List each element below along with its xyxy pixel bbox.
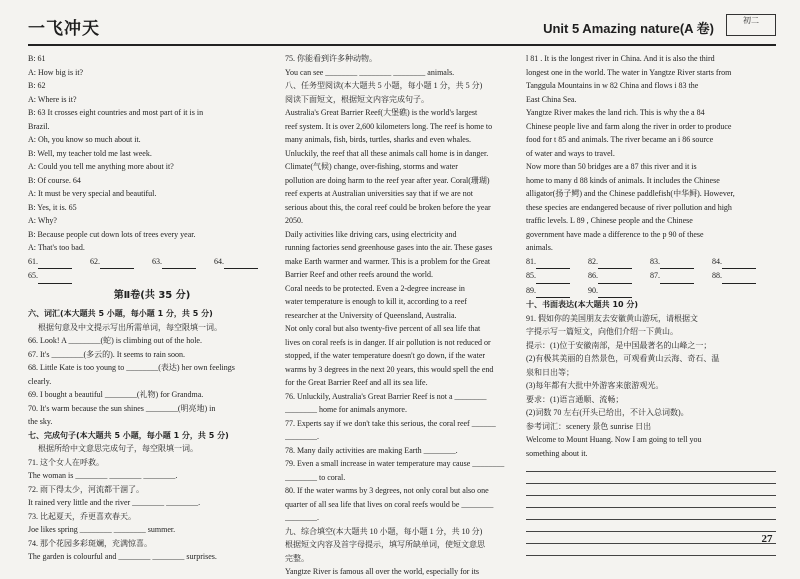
answer-blank[interactable] [712,269,774,284]
text-line: longest one in the world. The water in Yangtze River starts from [526,67,732,77]
text-line: ________ home for animals anymore. [285,405,407,414]
dialogue-line: B: Of course. 64 [28,175,81,185]
text-line: lives on coral reefs is in danger. If air pollution is not reduced or [285,337,491,347]
dialogue-line: A: It must be very special and beautiful. [28,189,157,198]
answer-underline[interactable] [536,255,570,270]
text-line: animals. [526,243,553,252]
dialogue-line: A: That's too bad. [28,243,85,252]
writing-line[interactable] [526,472,776,484]
sentence-item: 72. 雨下得太少，河流都干涸了。 [28,484,144,494]
sentence-item: It rained very little and the river ________ ________. [28,498,201,507]
text-line: Yangtze River is famous all over the world, especially for its [285,567,480,576]
text-line: Not only coral but also twenty-five percent of all sea life that [285,324,481,333]
vocab-item: 69. I bought a beautiful ________(礼物) for Grandma. [28,390,204,399]
task-line: 参考词汇：scenery 景色 sunrise 日出 [526,421,652,431]
text-line: reef experts at Australian universities say that if we are not [285,189,473,198]
section-10-title: 十、书面表达(本大题共 10 分) [526,300,639,309]
text-line: quarter of all sea life that lives on coral reefs would be ________ [285,499,494,509]
sentence-item: The woman is ________ ________ ________. [28,471,178,480]
dialogue-line: A: Oh, you know so much about it. [28,135,141,144]
text-line: 76. Unluckily, Australia's Great Barrier Reef is not a ________ [285,391,487,401]
writing-line[interactable] [526,484,776,496]
dialogue-line: B: Because people cut down lots of trees every year. [28,229,196,239]
header [28,14,776,46]
vocab-item: 67. It's ________(多云的). It seems to rain soon. [28,349,185,359]
section-7-title: 七、完成句子(本大题共 5 小题，每小题 1 分，共 5 分) [28,430,229,440]
answer-underline[interactable] [38,269,72,284]
dialogue-line: A: Why? [28,216,57,225]
task-line: 91. 假如你的美国朋友去安徽黄山游玩，请根据文 [526,313,698,323]
answer-underline[interactable] [224,255,258,270]
dialogue-line: B: Yes, it is. 65 [28,202,77,212]
column-2 [285,52,518,579]
text-line: 80. If the water warms by 3 degrees, not only coral but also one [285,486,489,495]
dialogue-line: B: 61 [28,54,46,63]
text-line: Barrier Reef and other reefs around the world. [285,270,433,279]
answer-number: 64. [214,256,224,266]
answer-underline[interactable] [100,255,134,270]
answer-number: 83. [650,256,660,266]
task-line: 字提示写一篇短文，向他们介绍一下黄山。 [526,327,678,336]
text-line: Now more than 50 bridges are a 87 this river and it is [526,162,697,171]
answer-underline[interactable] [722,255,756,270]
answer-underline[interactable] [660,269,694,284]
writing-line[interactable] [526,532,776,544]
dialogue-line: B: Well, my teacher told me last week. [28,148,152,158]
dialogue-line: B: 63 It crosses eight countries and most part of it is in [28,108,204,117]
sentence-item: Joe likes spring ________ ________ summer. [28,525,176,534]
text-line: ________. [285,513,319,522]
answer-blank[interactable] [588,255,650,270]
text-line: serious about this, the coral reef could be broken before the year [285,202,491,212]
section-7-desc: 根据所给中文意思完成句子，每空限填一词。 [38,444,198,453]
dialogue-line: A: How big is it? [28,67,84,77]
writing-line[interactable] [526,496,776,508]
text-line: 阅读下面短文，根据短文内容完成句子。 [285,94,429,104]
answer-number: 62. [90,256,100,266]
answer-number: 90. [588,285,598,295]
task-line: Welcome to Mount Huang. Now I am going to tell you [526,435,702,444]
page-code: 初二 [726,14,776,36]
column-3 [526,52,776,556]
answer-underline[interactable] [162,255,196,270]
answer-blank[interactable] [214,255,276,270]
answer-blank[interactable] [526,284,588,299]
text-line: alligator(扬子鳄) and the Chinese paddlefish(中华鲟). However, [526,189,735,198]
text-line: reef system. It is over 2,600 kilometers long. The reef is home to [285,121,493,131]
text-line: stopped, if the water temperature doesn't go down, if the water [285,351,486,360]
text-line: home to many d 88 kinds of animals. It includes the Chinese [526,175,720,185]
text-line: traffic levels. L 89 , Chinese people and the Chinese [526,216,693,225]
answer-blank[interactable] [28,269,90,284]
answer-blank[interactable] [588,284,650,299]
answer-underline[interactable] [536,284,570,299]
vocab-item: 66. Look! A ________(蛇) is climbing out of the hole. [28,336,202,345]
text-line: 九、综合填空(本大题共 10 小题，每小题 1 分，共 10 分) [285,526,483,536]
dialogue-line: B: 62 [28,81,46,90]
answer-number: 89. [526,285,536,295]
unit-title: Unit 5 Amazing nature(A 卷) [543,21,714,36]
task-line: something about it. [526,448,588,458]
task-line: 泉和日出等； [526,367,574,377]
vocab-item: 70. It's warm because the sun shines ________(明亮地) in [28,403,216,413]
section-6-desc: 根据句意及中文提示写出所需单词，每空限填一词。 [38,322,222,332]
task-line: (2)有极其美丽的自然景色，可观看黄山云海、奇石、温 [526,354,720,363]
vocab-item: 68. Little Kate is too young to ________(表达) her own feelings [28,363,235,372]
part-2-title: 第Ⅱ卷(共 35 分) [113,289,191,301]
header-rule [28,44,776,46]
text-line: ________. [285,432,319,441]
answer-number: 61. [28,256,38,266]
text-line: You can see ________ ________ ________ animals. [285,67,455,77]
answer-blank[interactable] [588,269,650,284]
writing-line[interactable] [526,508,776,520]
text-line: many animals, fish, birds, turtles, sharks and even whales. [285,135,471,144]
answer-number: 84. [712,256,722,266]
sentence-item: 74. 那个花园多彩斑斓，充满惊喜。 [28,538,152,548]
dialogue-line: A: Could you tell me anything more about it? [28,162,174,171]
answer-blank[interactable] [712,255,774,270]
text-line: 八、任务型阅读(本大题共 5 小题，每小题 1 分，共 5 分) [285,81,483,90]
text-line: of water and ways to travel. [526,148,615,158]
text-line: researcher at the University of Queensland, Australia. [285,310,457,320]
text-line: ________ to coral. [285,472,346,482]
answer-underline[interactable] [660,255,694,270]
text-line: pollution are doing harm to the reef year after year. Coral(珊瑚) [285,175,490,185]
dialogue-line: Brazil. [28,121,50,131]
page-number: 27 [761,533,773,545]
answer-blank[interactable] [650,269,712,284]
logo: 一飞冲天 [28,19,100,39]
task-line: (2)词数 70 左右(开头已给出，不计入总词数)。 [526,408,689,417]
text-line: Yangtze River makes the land rich. This is why the a 84 [526,108,705,117]
text-line: make Earth warmer and warmer. This is a problem for the Great [285,256,491,266]
answer-number: 88. [712,271,722,280]
text-line: warms by 3 degrees in the next 20 years, this would spell the end [285,364,494,374]
text-line: 2050. [285,216,303,225]
vocab-item: clearly. [28,376,52,386]
text-line: Climate(气候) change, over-fishing, storms and water [285,162,458,171]
sentence-item: The garden is colourful and ________ ________ surprises. [28,552,217,561]
answer-number: 63. [152,256,162,266]
answer-blank[interactable] [526,255,588,270]
text-line: l 81 . It is the longest river in China. And it is also the third [526,54,715,63]
text-line: 75. 你能看到许多种动物。 [285,54,377,63]
dialogue-line: A: Where is it? [28,94,77,104]
writing-line[interactable] [526,520,776,532]
answer-blank[interactable] [90,255,152,270]
answer-blank[interactable] [152,255,214,270]
answer-number: 86. [588,271,598,280]
answer-underline[interactable] [536,269,570,284]
text-line: food for t 85 and animals. The river became an i 86 source [526,135,714,144]
column-1 [28,52,276,564]
text-line: 完整。 [285,553,309,563]
answer-blank[interactable] [650,255,712,270]
writing-line[interactable] [526,544,776,556]
answer-number: 85. [526,271,536,280]
text-line: 78. Many daily activities are making Earth ________. [285,445,458,455]
answer-underline[interactable] [38,255,72,270]
text-line: running factories send greenhouse gases into the air. These gases [285,243,493,252]
text-line: for the Great Barrier Reef and all its sea life. [285,378,428,387]
text-line: Daily activities like driving cars, using electricity and [285,229,457,239]
text-line: Chinese people live and farm along the river in order to produce [526,121,732,131]
answer-underline[interactable] [598,284,632,299]
vocab-item: the sky. [28,417,53,426]
text-line: 79. Even a small increase in water temperature may cause ________ [285,459,505,468]
task-line: 提示：(1)位于安徽南部，是中国最著名的山峰之一； [526,340,712,350]
answer-number: 87. [650,271,660,280]
sentence-item: 71. 这个女人在呼救。 [28,457,104,467]
text-line: Coral needs to be protected. Even a 2-degree increase in [285,283,465,293]
text-line: Unluckily, the reef that all these animals call home is in danger. [285,148,489,158]
answer-blank[interactable] [526,269,588,284]
answer-underline[interactable] [722,269,756,284]
text-line: Australia's Great Barrier Reef(大堡礁) is the world's largest [285,108,478,117]
writing-line[interactable] [526,460,776,472]
text-line: water temperature is enough to kill it, according to a reef [285,297,467,306]
text-line: 根据短文内容及首字母提示，填写所缺单词，使短文意思 [285,540,485,549]
answer-number: 82. [588,256,598,266]
sentence-item: 73. 比起夏天，乔更喜欢春天。 [28,511,136,521]
answer-blank[interactable] [28,255,90,270]
text-line: these species are endangered because of river pollution and high [526,202,732,212]
answer-underline[interactable] [598,255,632,270]
answer-number: 81. [526,256,536,266]
text-line: government have made a difference to the p 90 of these [526,229,704,239]
text-line: Tanggula Mountains in w 82 China and flows i 83 the [526,81,699,90]
task-line: (3)每年都有大批中外游客来旅游观光。 [526,381,664,390]
section-6-title: 六、词汇(本大题共 5 小题，每小题 1 分，共 5 分) [28,309,213,318]
text-line: East China Sea. [526,94,577,104]
answer-number: 65. [28,271,38,280]
text-line: 77. Experts say if we don't take this serious, the coral reef ______ [285,418,496,428]
answer-underline[interactable] [598,269,632,284]
task-line: 要求：(1)语言通顺、流畅； [526,394,624,404]
